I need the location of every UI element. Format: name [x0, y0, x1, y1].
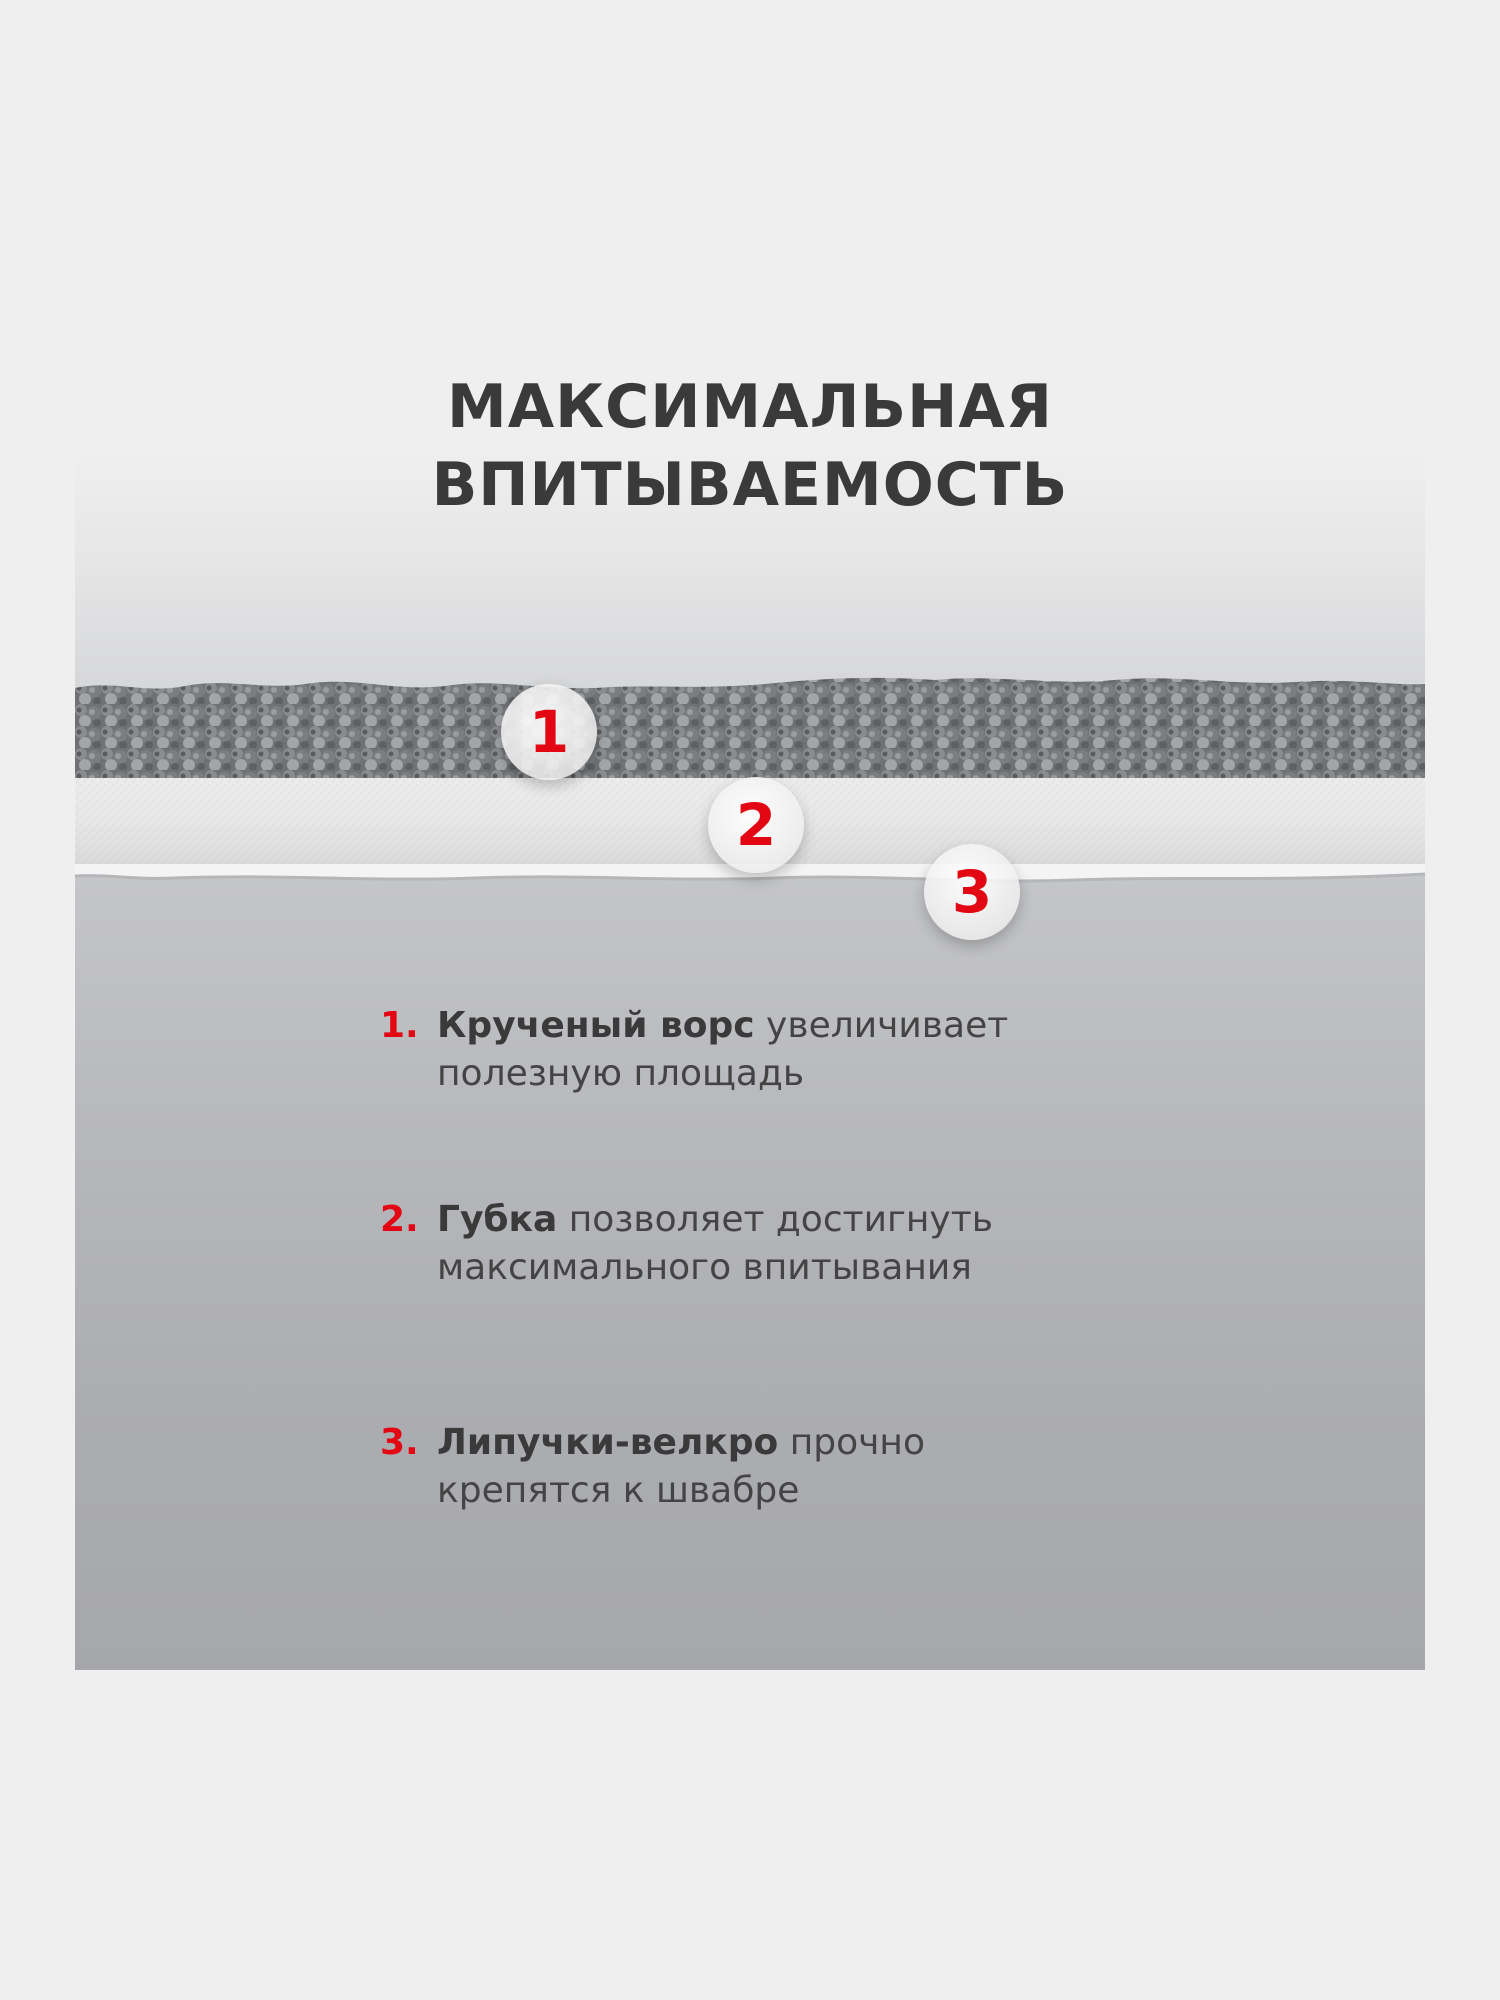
feature-text: увеличивает	[754, 1005, 1009, 1046]
feature-item-velcro	[380, 1419, 1200, 1515]
layer-badge-3: 3	[924, 844, 1020, 940]
feature-text: прочно	[778, 1422, 925, 1463]
feature-text-line2: полезную площадь	[437, 1053, 805, 1094]
layer-badge-2: 2	[708, 777, 804, 873]
pile-layer	[75, 678, 1425, 780]
product-card	[75, 0, 1425, 1670]
mop-layers-illustration	[75, 660, 1425, 950]
feature-number: 1.	[380, 1005, 419, 1046]
feature-bold: Губка	[437, 1199, 558, 1240]
feature-number: 2.	[380, 1199, 419, 1240]
title-line-2: ВПИТЫВАЕМОСТЬ	[431, 450, 1069, 520]
feature-bold: Крученый ворс	[437, 1005, 755, 1046]
feature-text-line2: максимального впитывания	[437, 1247, 972, 1288]
layer-badge-1: 1	[501, 684, 597, 780]
page-title	[75, 368, 1425, 524]
feature-number: 3.	[380, 1422, 419, 1463]
feature-text: позволяет достигнуть	[557, 1199, 993, 1240]
feature-item-pile	[380, 1002, 1200, 1098]
feature-bold: Липучки-велкро	[437, 1422, 779, 1463]
title-line-1: МАКСИМАЛЬНАЯ	[447, 372, 1053, 442]
feature-text-line2: крепятся к швабре	[437, 1470, 800, 1511]
feature-item-sponge	[380, 1196, 1200, 1292]
